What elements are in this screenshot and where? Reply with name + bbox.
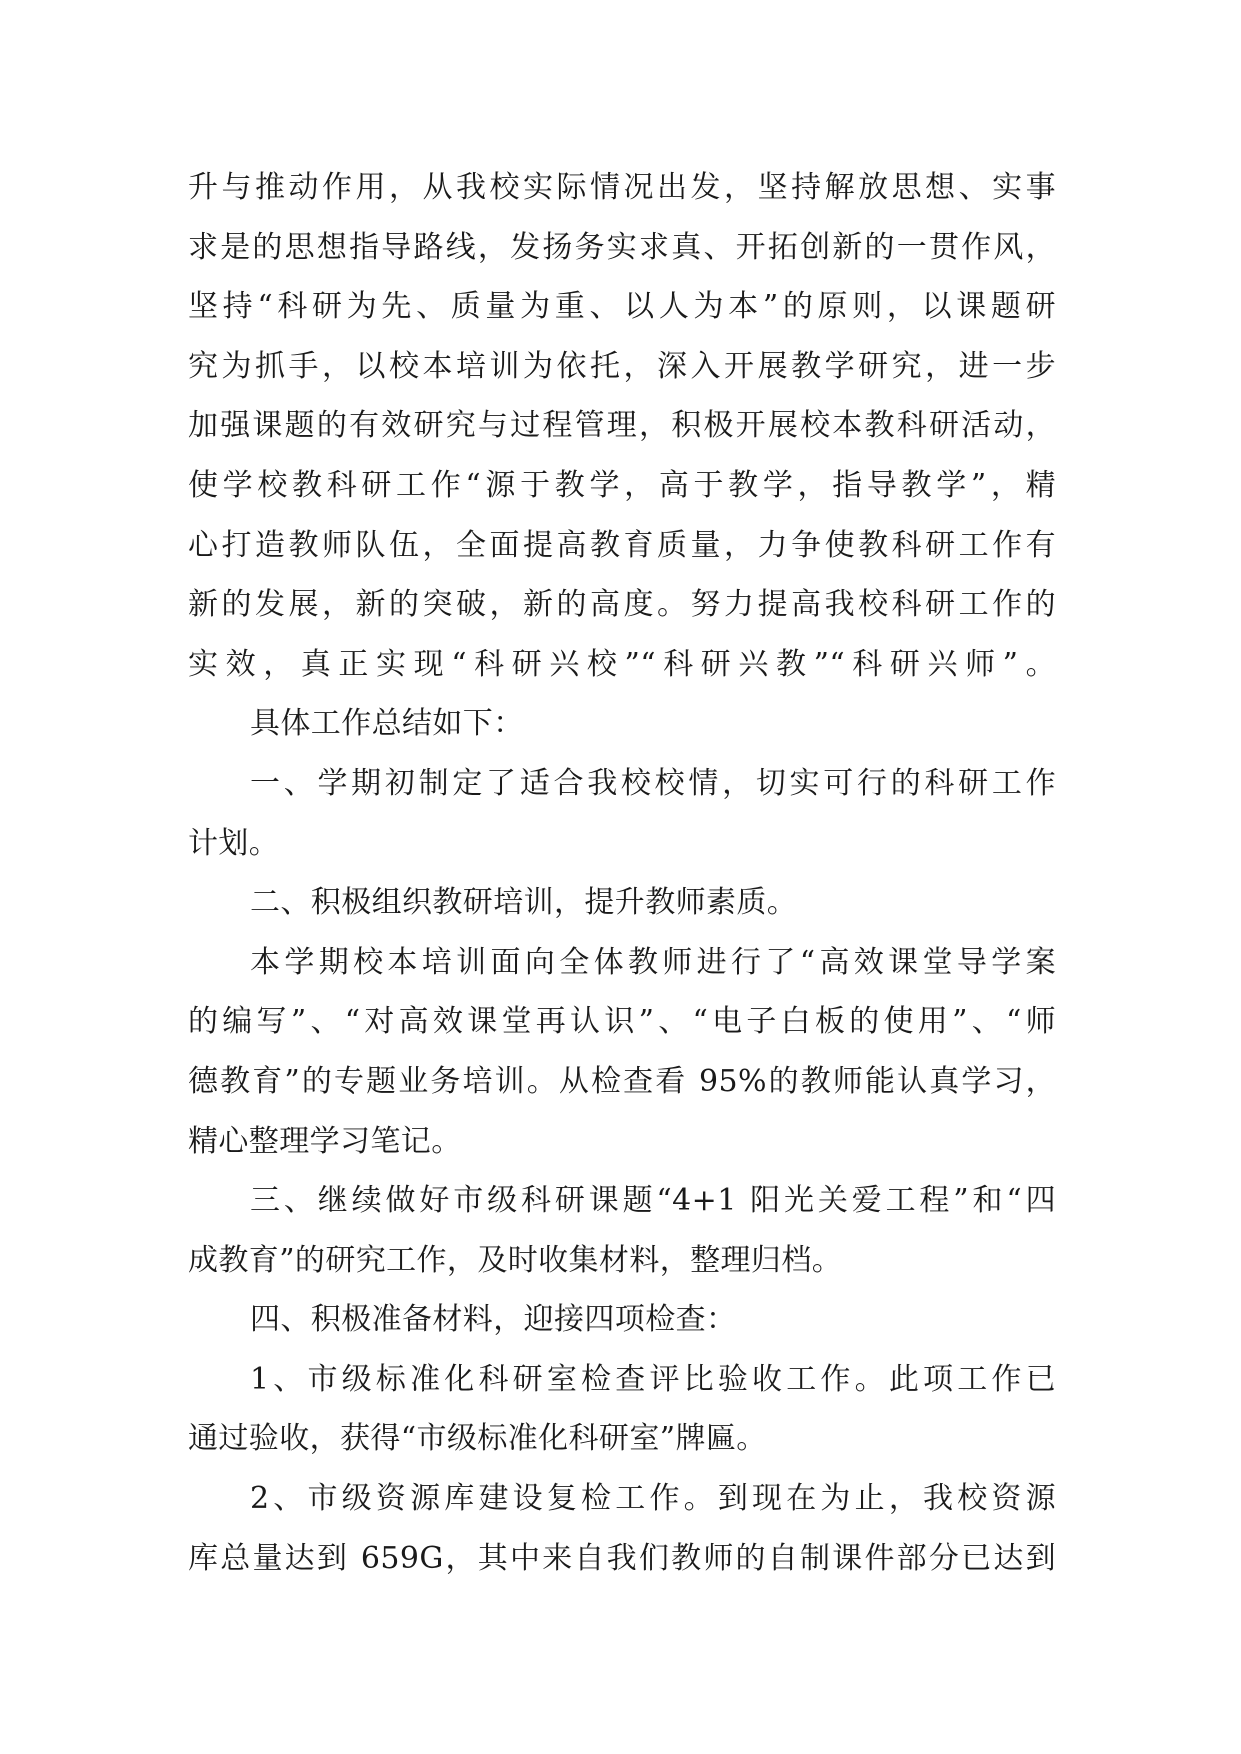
body-line: 升与推动作用，从我校实际情况出发，坚持解放思想、实事 bbox=[188, 170, 1056, 205]
body-line: 库总量达到 659G，其中来自我们教师的自制课件部分已达到 bbox=[188, 1540, 1056, 1576]
body-line: 求是的思想指导路线，发扬务实求真、开拓创新的一贯作风， bbox=[188, 229, 1056, 265]
body-line: 究为抓手，以校本培训为依托，深入开展教学研究，进一步 bbox=[188, 348, 1056, 384]
item-heading-line: 二、积极组织教研培训，提升教师素质。 bbox=[250, 885, 798, 921]
body-line: 实效，真正实现“科研兴校”“科研兴教”“科研兴师”。 bbox=[188, 646, 1056, 682]
body-line: 成教育”的研究工作，及时收集材料，整理归档。 bbox=[188, 1242, 843, 1278]
document-body bbox=[188, 158, 1056, 1588]
body-line: 加强课题的有效研究与过程管理，积极开展校本教科研活动， bbox=[188, 408, 1056, 444]
body-line: 计划。 bbox=[188, 825, 280, 861]
body-line: 精心整理学习笔记。 bbox=[188, 1123, 462, 1159]
item-heading-line: 一、学期初制定了适合我校校情，切实可行的科研工作 bbox=[250, 765, 1056, 801]
body-line: 心打造教师队伍，全面提高教育质量，力争使教科研工作有 bbox=[188, 527, 1056, 563]
body-line: 的编写”、“对高效课堂再认识”、“电子白板的使用”、“师 bbox=[188, 1004, 1056, 1040]
sub-item-line: 1、市级标准化科研室检查评比验收工作。此项工作已 bbox=[250, 1361, 1056, 1397]
body-line: 新的发展，新的突破，新的高度。努力提高我校科研工作的 bbox=[188, 587, 1056, 623]
section-intro-line: 具体工作总结如下： bbox=[250, 706, 524, 742]
sub-item-line: 2、市级资源库建设复检工作。到现在为止，我校资源 bbox=[250, 1481, 1056, 1517]
body-line: 坚持“科研为先、质量为重、以人为本”的原则，以课题研 bbox=[188, 289, 1056, 325]
item-heading-line: 四、积极准备材料，迎接四项检查： bbox=[250, 1302, 737, 1338]
body-line: 使学校教科研工作“源于教学，高于教学，指导教学”，精 bbox=[188, 467, 1056, 503]
item-heading-line: 三、继续做好市级科研课题“4+1 阳光关爱工程”和“四 bbox=[250, 1183, 1056, 1219]
body-line: 通过验收，获得“市级标准化科研室”牌匾。 bbox=[188, 1421, 767, 1457]
body-line: 德教育”的专题业务培训。从检查看 95%的教师能认真学习， bbox=[188, 1063, 1056, 1099]
paragraph-first-line: 本学期校本培训面向全体教师进行了“高效课堂导学案 bbox=[250, 944, 1056, 980]
